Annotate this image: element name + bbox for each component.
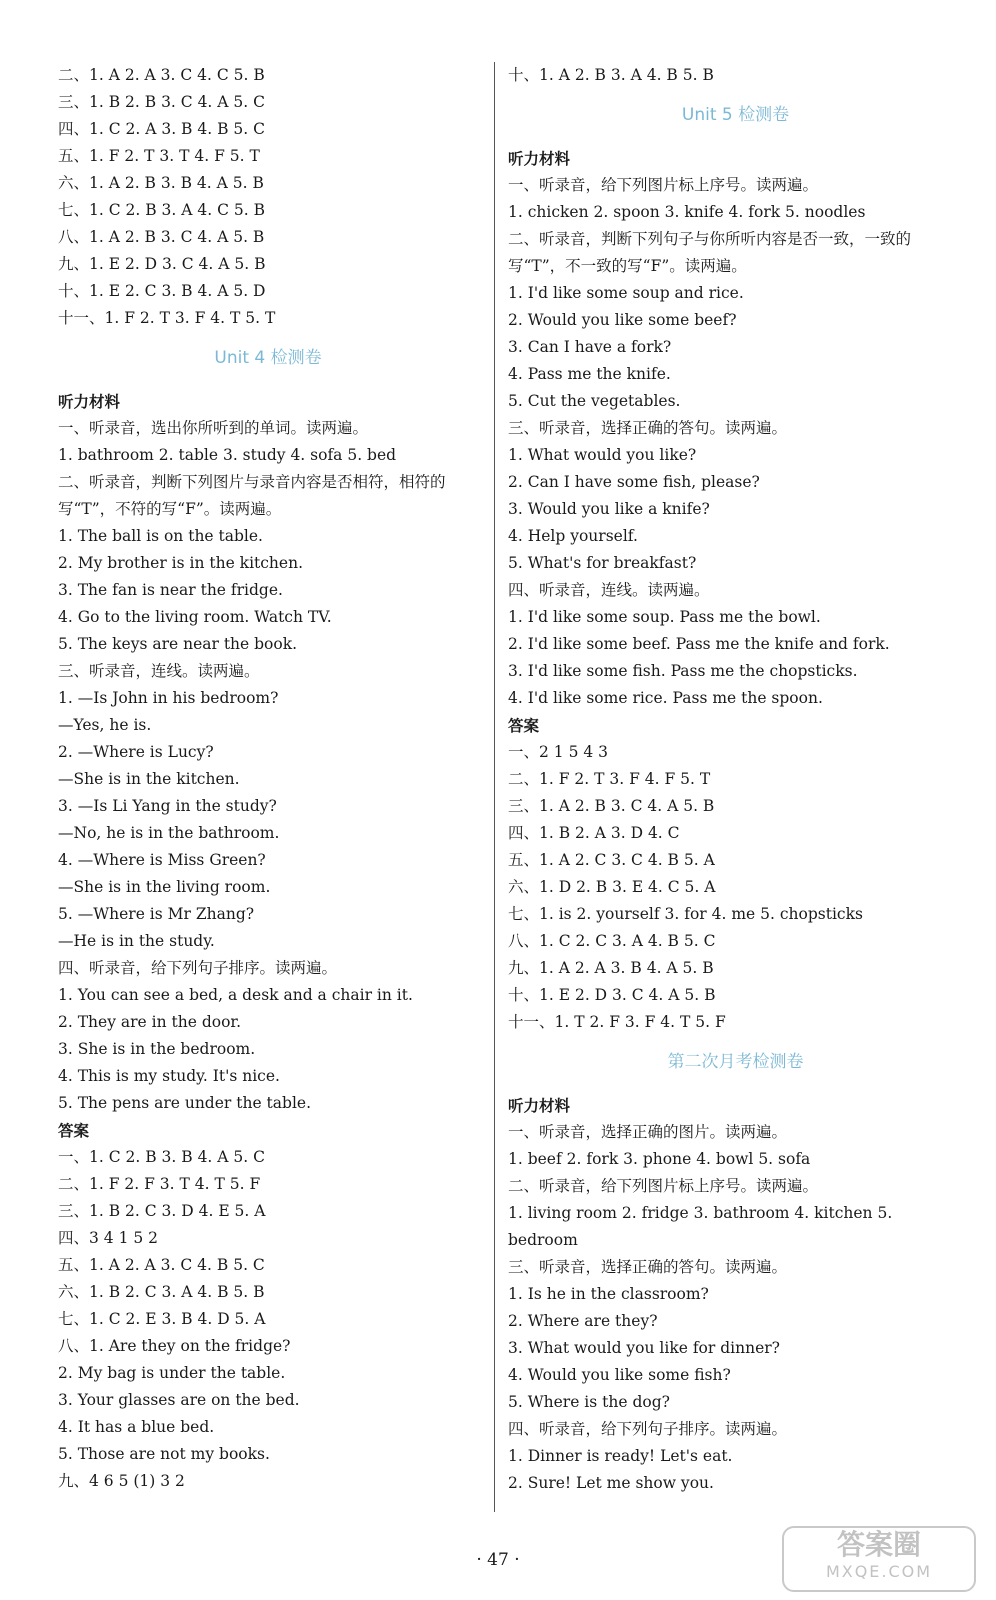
- text-line: 二、听录音，给下列图片标上序号。读两遍。: [508, 1177, 819, 1195]
- text-line: 1. Dinner is ready! Let's eat.: [508, 1447, 733, 1465]
- text-line: 十、1. E 2. D 3. C 4. A 5. B: [508, 986, 716, 1004]
- text-line: 1. You can see a bed, a desk and a chair in it.: [58, 986, 413, 1004]
- text-line: 九、4 6 5 (1) 3 2: [58, 1472, 185, 1490]
- text-line: 5. Where is the dog?: [508, 1393, 670, 1411]
- text-line: 3. What would you like for dinner?: [508, 1339, 780, 1357]
- watermark-top: 答案圈: [836, 1528, 921, 1561]
- section-heading: Unit 5 检测卷: [681, 105, 790, 125]
- text-line: 一、1. C 2. B 3. B 4. A 5. C: [58, 1148, 265, 1166]
- text-line: 三、听录音，选择正确的答句。读两遍。: [508, 419, 788, 437]
- text-line: 2. I'd like some beef. Pass me the knife and fork.: [508, 635, 890, 653]
- text-line: 4. Help yourself.: [508, 527, 638, 545]
- text-line: —Yes, he is.: [58, 716, 152, 734]
- text-line: 5. —Where is Mr Zhang?: [58, 905, 255, 923]
- subsection-label: 听力材料: [58, 392, 121, 411]
- text-line: 三、听录音，连线。读两遍。: [58, 662, 260, 680]
- text-line: 3. —Is Li Yang in the study?: [58, 797, 277, 815]
- text-line: 二、1. A 2. A 3. C 4. C 5. B: [58, 66, 265, 84]
- text-line: 3. She is in the bedroom.: [58, 1040, 256, 1058]
- text-line: 5. The pens are under the table.: [58, 1094, 312, 1112]
- text-line: 九、1. E 2. D 3. C 4. A 5. B: [58, 255, 266, 273]
- text-line: 六、1. A 2. B 3. B 4. A 5. B: [58, 174, 264, 192]
- text-line: 一、2 1 5 4 3: [508, 743, 609, 761]
- text-line: 1. bathroom 2. table 3. study 4. sofa 5. bed: [58, 446, 397, 464]
- text-line: 十、1. A 2. B 3. A 4. B 5. B: [508, 66, 714, 84]
- text-line: 五、1. F 2. T 3. T 4. F 5. T: [58, 147, 260, 165]
- text-line: 3. The fan is near the fridge.: [58, 581, 283, 599]
- text-line: 2. Can I have some fish, please?: [508, 473, 760, 491]
- text-line: 三、1. B 2. C 3. D 4. E 5. A: [58, 1202, 266, 1220]
- text-line: 二、1. F 2. F 3. T 4. T 5. F: [58, 1175, 261, 1193]
- subsection-label: 答案: [508, 716, 540, 735]
- text-line: 五、1. A 2. C 3. C 4. B 5. A: [508, 851, 715, 869]
- left-column: [58, 62, 478, 1495]
- text-line: 六、1. B 2. C 3. A 4. B 5. B: [58, 1283, 265, 1301]
- text-line: 1. living room 2. fridge 3. bathroom 4. kitchen 5. bedroom: [508, 1204, 893, 1249]
- text-line: 二、1. F 2. T 3. F 4. F 5. T: [508, 770, 711, 788]
- subsection-label: 答案: [58, 1121, 90, 1140]
- text-line: 4. Pass me the knife.: [508, 365, 671, 383]
- text-line: 二、听录音，判断下列图片与录音内容是否相符，相符的写“T”，不符的写“F”。读两遍。: [58, 473, 446, 518]
- text-line: 3. Would you like a knife?: [508, 500, 710, 518]
- text-line: 四、1. C 2. A 3. B 4. B 5. C: [58, 120, 265, 138]
- text-line: 六、1. D 2. B 3. E 4. C 5. A: [508, 878, 716, 896]
- text-line: 1. chicken 2. spoon 3. knife 4. fork 5. noodles: [508, 203, 866, 221]
- text-line: 1. —Is John in his bedroom?: [58, 689, 279, 707]
- text-line: 1. What would you like?: [508, 446, 697, 464]
- text-line: 1. Is he in the classroom?: [508, 1285, 709, 1303]
- text-line: 四、3 4 1 5 2: [58, 1229, 159, 1247]
- text-line: 1. beef 2. fork 3. phone 4. bowl 5. sofa: [508, 1150, 811, 1168]
- text-line: 1. I'd like some soup and rice.: [508, 284, 744, 302]
- text-line: 四、听录音，连线。读两遍。: [508, 581, 710, 599]
- text-line: 2. Sure! Let me show you.: [508, 1474, 714, 1492]
- text-line: 3. Can I have a fork?: [508, 338, 672, 356]
- section-heading: 第二次月考检测卷: [667, 1052, 804, 1072]
- text-line: 八、1. C 2. C 3. A 4. B 5. C: [508, 932, 716, 950]
- text-line: 三、1. B 2. B 3. C 4. A 5. C: [58, 93, 265, 111]
- section-heading: Unit 4 检测卷: [214, 348, 322, 368]
- text-line: —He is in the study.: [58, 932, 215, 950]
- text-line: 八、1. Are they on the fridge?: [58, 1337, 291, 1355]
- text-line: 2. Where are they?: [508, 1312, 658, 1330]
- text-line: 5. Cut the vegetables.: [508, 392, 681, 410]
- text-line: 5. What's for breakfast?: [508, 554, 697, 572]
- subsection-label: 听力材料: [508, 1096, 571, 1115]
- text-line: 十一、1. F 2. T 3. F 4. T 5. T: [58, 309, 276, 327]
- text-line: 2. My bag is under the table.: [58, 1364, 286, 1382]
- text-line: 4. Would you like some fish?: [508, 1366, 731, 1384]
- text-line: 4. Go to the living room. Watch TV.: [58, 608, 332, 626]
- text-line: 五、1. A 2. A 3. C 4. B 5. C: [58, 1256, 265, 1274]
- text-line: 2. My brother is in the kitchen.: [58, 554, 303, 572]
- text-line: 2. —Where is Lucy?: [58, 743, 214, 761]
- text-line: 5. The keys are near the book.: [58, 635, 298, 653]
- subsection-label: 听力材料: [508, 149, 571, 168]
- text-line: 1. I'd like some soup. Pass me the bowl.: [508, 608, 821, 626]
- text-line: 十、1. E 2. C 3. B 4. A 5. D: [58, 282, 266, 300]
- text-line: 四、听录音，给下列句子排序。读两遍。: [58, 959, 338, 977]
- text-line: 2. Would you like some beef?: [508, 311, 737, 329]
- text-line: 七、1. C 2. E 3. B 4. D 5. A: [58, 1310, 266, 1328]
- text-line: 二、听录音，判断下列句子与你所听内容是否一致，一致的写“T”，不一致的写“F”。读两遍。: [508, 230, 912, 275]
- text-line: 九、1. A 2. A 3. B 4. A 5. B: [508, 959, 714, 977]
- text-line: —She is in the living room.: [58, 878, 271, 896]
- text-line: 5. Those are not my books.: [58, 1445, 270, 1463]
- text-line: 3. I'd like some fish. Pass me the chopsticks.: [508, 662, 858, 680]
- text-line: 一、听录音，选择正确的图片。读两遍。: [508, 1123, 788, 1141]
- text-line: 1. The ball is on the table.: [58, 527, 263, 545]
- page-number: · 47 ·: [476, 1550, 520, 1570]
- text-line: 一、听录音，给下列图片标上序号。读两遍。: [508, 176, 819, 194]
- text-line: 一、听录音，选出你所听到的单词。读两遍。: [58, 419, 369, 437]
- text-line: 2. They are in the door.: [58, 1013, 242, 1031]
- text-line: 七、1. is 2. yourself 3. for 4. me 5. chopsticks: [508, 905, 863, 923]
- text-line: 四、1. B 2. A 3. D 4. C: [508, 824, 680, 842]
- text-line: 4. This is my study. It's nice.: [58, 1067, 280, 1085]
- watermark-bottom: MXQE.COM: [825, 1562, 933, 1581]
- watermark-logo: [782, 1526, 976, 1592]
- text-line: 3. Your glasses are on the bed.: [58, 1391, 300, 1409]
- text-line: 4. I'd like some rice. Pass me the spoon.: [508, 689, 823, 707]
- text-line: —She is in the kitchen.: [58, 770, 240, 788]
- right-column: [508, 62, 963, 1497]
- column-divider: [494, 62, 495, 1512]
- text-line: 三、1. A 2. B 3. C 4. A 5. B: [508, 797, 715, 815]
- text-line: 4. It has a blue bed.: [58, 1418, 215, 1436]
- text-line: —No, he is in the bathroom.: [58, 824, 280, 842]
- text-line: 四、听录音，给下列句子排序。读两遍。: [508, 1420, 788, 1438]
- text-line: 七、1. C 2. B 3. A 4. C 5. B: [58, 201, 265, 219]
- text-line: 4. —Where is Miss Green?: [58, 851, 266, 869]
- text-line: 三、听录音，选择正确的答句。读两遍。: [508, 1258, 788, 1276]
- text-line: 八、1. A 2. B 3. C 4. A 5. B: [58, 228, 265, 246]
- text-line: 十一、1. T 2. F 3. F 4. T 5. F: [508, 1013, 726, 1031]
